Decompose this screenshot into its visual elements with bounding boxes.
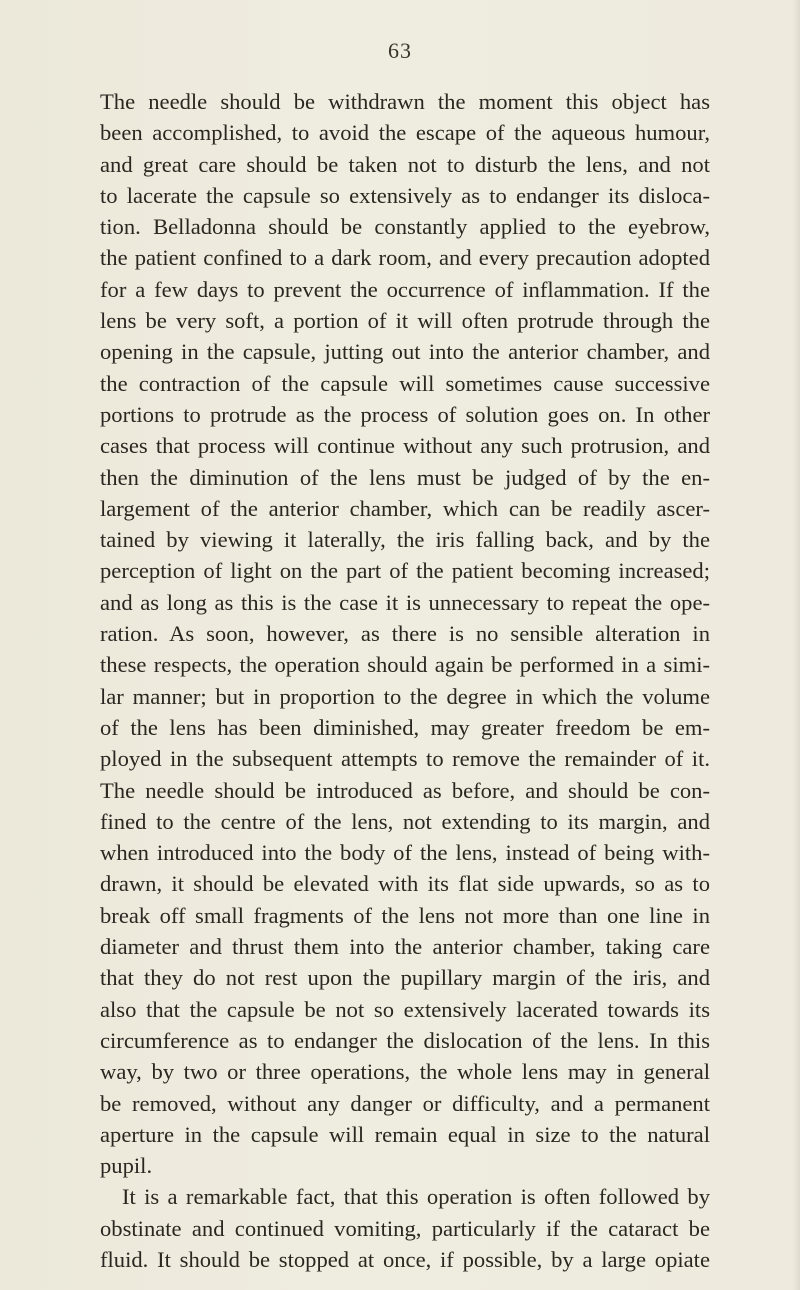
text-line: cases that process will continue without any such protrusion, and	[100, 433, 710, 459]
text-line: the contraction of the capsule will sometimes cause successive	[100, 370, 710, 396]
text-line: way, by two or three operations, the whole lens may in general	[100, 1059, 710, 1085]
text-line: fluid. It should be stopped at once, if possible, by a large opiate	[100, 1246, 710, 1272]
text-line: ration. As soon, however, as there is no sensible alteration in	[100, 621, 710, 647]
page-edge-shadow	[792, 0, 800, 1290]
text-line: drawn, it should be elevated with its flat side upwards, so as to	[100, 871, 710, 897]
text-line: lens be very soft, a portion of it will often protrude through the	[100, 308, 710, 334]
text-line: when introduced into the body of the lens, instead of being with-	[100, 840, 710, 866]
text-line: break off small fragments of the lens not more than one line in	[100, 902, 710, 928]
text-line: aperture in the capsule will remain equal in size to the natural	[100, 1121, 710, 1147]
text-line: The needle should be withdrawn the moment this object has	[100, 89, 710, 114]
text-line: The needle should be introduced as before, and should be con-	[100, 777, 710, 803]
text-line: and as long as this is the case it is unnecessary to repeat the ope-	[100, 589, 710, 615]
text-line: obstinate and continued vomiting, particularly if the cataract be	[100, 1215, 710, 1241]
body-text	[100, 86, 710, 1275]
text-line: then the diminution of the lens must be judged of by the en-	[100, 464, 710, 490]
page-number: 63	[388, 38, 412, 63]
text-line: also that the capsule be not so extensively lacerated towards its	[100, 996, 710, 1022]
text-line: opening in the capsule, jutting out into the anterior chamber, and	[100, 339, 710, 365]
text-line: perception of light on the part of the patient becoming increased;	[100, 558, 710, 584]
text-line: portions to protrude as the process of solution goes on. In other	[100, 401, 710, 427]
text-line: lar manner; but in proportion to the degree in which the volume	[100, 683, 710, 709]
text-line: pupil.	[100, 1153, 153, 1179]
text-line: fined to the centre of the lens, not extending to its margin, and	[100, 808, 710, 834]
text-line: tion. Belladonna should be constantly applied to the eyebrow,	[100, 214, 710, 240]
text-line: diameter and thrust them into the anterior chamber, taking care	[100, 934, 710, 960]
text-line: of the lens has been diminished, may greater freedom be em-	[100, 714, 710, 740]
text-line: for a few days to prevent the occurrence of inflammation. If the	[100, 276, 710, 302]
text-line: that they do not rest upon the pupillary margin of the iris, and	[100, 965, 710, 991]
text-line: ployed in the subsequent attempts to remove the remainder of it.	[100, 746, 710, 772]
text-line: be removed, without any danger or difficulty, and a permanent	[100, 1090, 710, 1116]
text-line: been accomplished, to avoid the escape of the aqueous humour,	[100, 120, 710, 146]
text-line: circumference as to endanger the dislocation of the lens. In this	[100, 1027, 710, 1053]
text-line: tained by viewing it laterally, the iris falling back, and by the	[100, 527, 710, 553]
text-line: It is a remarkable fact, that this operation is often followed by	[122, 1184, 710, 1210]
text-line: the patient confined to a dark room, and every precaution adopted	[100, 245, 710, 271]
text-line: and great care should be taken not to disturb the lens, and not	[100, 151, 710, 177]
text-line: to lacerate the capsule so extensively as to endanger its disloca-	[100, 182, 710, 208]
text-line: largement of the anterior chamber, which can be readily ascer-	[100, 495, 710, 521]
text-line: these respects, the operation should again be performed in a simi-	[100, 652, 710, 678]
